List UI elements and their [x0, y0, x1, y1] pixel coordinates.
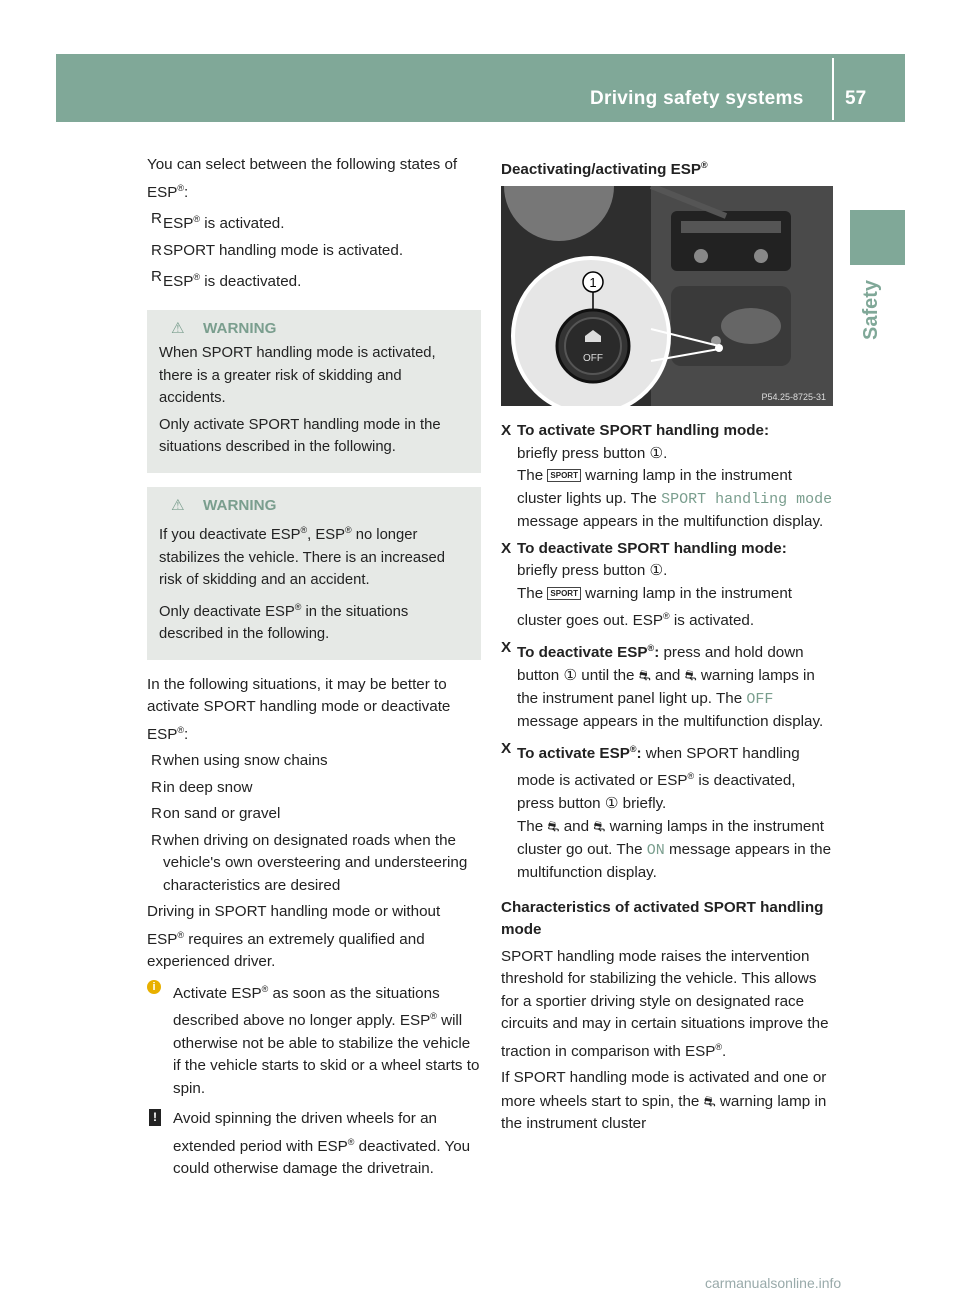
display-message: OFF: [746, 690, 774, 708]
esp-off-warning-lamp-icon: ⛐: [593, 818, 606, 835]
warning-triangle-icon: ⚠: [171, 496, 185, 514]
section-label: Safety: [860, 279, 882, 340]
info-icon: i: [147, 980, 161, 994]
esp-warning-lamp-icon: ⛐: [638, 667, 651, 684]
section-heading: Deactivating/activating ESP®: [501, 160, 708, 179]
watermark: carmanualsonline.info: [705, 1275, 842, 1291]
header-separator: [832, 58, 834, 120]
esp-off-warning-lamp-icon: ⛐: [684, 667, 697, 684]
display-message: ON: [646, 841, 665, 859]
warning-text: Only deactivate ESP® in the situations described in the following.: [159, 601, 409, 643]
page-number: 57: [845, 88, 867, 109]
list-item: R when using snow chains: [151, 752, 328, 770]
right-heading-block: [501, 154, 835, 182]
warning-text: Only activate SPORT handling mode in the situations described in the following.: [159, 416, 441, 456]
driving-paragraph: Driving in SPORT handling mode or without ESP® requires an extremely qualified and experienced driver.: [147, 903, 441, 971]
characteristics-paragraph: If SPORT handling mode is activated and one or more wheels start to spin, the ⛐ warning lamp in the instrument cluster: [501, 1069, 827, 1133]
warning-text: When SPORT handling mode is activated, there is a greater risk of skidding and accidents.: [159, 345, 436, 407]
step-item: X To activate ESP®: when SPORT handling mode is activated or ESP® is deactivated, press button ① briefly. The ⛐ and ⛐ warning lamps in the instrument cluster go out. The ON message appears in the multifunction display.: [501, 739, 832, 882]
display-message: SPORT handling mode: [661, 490, 833, 508]
esp-warning-lamp-icon: ⛐: [703, 1092, 716, 1109]
section-tab: [850, 210, 905, 265]
photo-code: P54.25-8725-31: [761, 392, 826, 402]
warning-box: [147, 310, 481, 473]
warning-box: [147, 487, 481, 660]
warning-triangle-icon: ⚠: [171, 319, 185, 337]
characteristics-paragraph: SPORT handling mode raises the intervention threshold for stabilizing the vehicle. This allows for a sportier driving style on designated race circuits and may in certain situations improve the traction in comparison with ESP®.: [501, 947, 829, 1060]
list-item: R ESP® is deactivated.: [151, 268, 302, 291]
subsection-heading: Characteristics of activated SPORT handling mode: [501, 898, 824, 939]
header-title: Driving safety systems: [590, 88, 804, 109]
warning-text: If you deactivate ESP®, ESP® no longer stabilizes the vehicle. There is an increased risk of skidding and an accident.: [159, 525, 445, 589]
step-item: X To activate SPORT handling mode: briefly press button ①. The SPORT warning lamp in the instrument cluster lights up. The SPORT handling mode message appears in the multifunction display.: [501, 422, 833, 530]
sport-lamp-icon: SPORT: [547, 469, 581, 482]
right-column: [501, 420, 835, 1140]
esp-warning-lamp-icon: ⛐: [547, 818, 560, 835]
button-1-glyph: ①: [649, 444, 664, 462]
step-item: X To deactivate ESP®: press and hold down button ① until the ⛐ and ⛐ warning lamps in the instrument panel light up. The OFF message appears in the multifunction display.: [501, 638, 824, 731]
warning-title: ⚠ WARNING: [159, 495, 469, 518]
situations-intro: In the following situations, it may be better to activate SPORT handling mode or deactivate ESP®:: [147, 675, 451, 743]
caution-note: ! Avoid spinning the driven wheels for an extended period with ESP® deactivated. You could otherwise damage the drivetrain.: [147, 1108, 481, 1181]
off-label: OFF: [583, 353, 603, 364]
list-item: R SPORT handling mode is activated.: [151, 241, 404, 259]
list-item: R when driving on designated roads when the vehicle's own oversteering and understeering characteristics are desired: [151, 831, 468, 894]
intro-paragraph: You can select between the following states of ESP®:: [147, 156, 458, 201]
left-column: [147, 154, 481, 1189]
step-item: X To deactivate SPORT handling mode: briefly press button ①. The SPORT warning lamp in the instrument cluster goes out. ESP® is activated.: [501, 539, 792, 630]
esp-button-photo: [501, 186, 833, 406]
list-item: R in deep snow: [151, 778, 253, 796]
warning-title: ⚠ WARNING: [159, 318, 469, 341]
list-item: R ESP® is activated.: [151, 210, 285, 233]
exclamation-icon: !: [149, 1109, 161, 1126]
callout-number: 1: [589, 275, 597, 290]
sport-lamp-icon: SPORT: [547, 587, 581, 600]
list-item: R on sand or gravel: [151, 805, 281, 823]
info-note: i Activate ESP® as soon as the situations described above no longer apply. ESP® will otherwise not be able to stabilize the vehicle if the vehicle starts to skid or a wheel starts to spin.: [147, 978, 481, 1101]
